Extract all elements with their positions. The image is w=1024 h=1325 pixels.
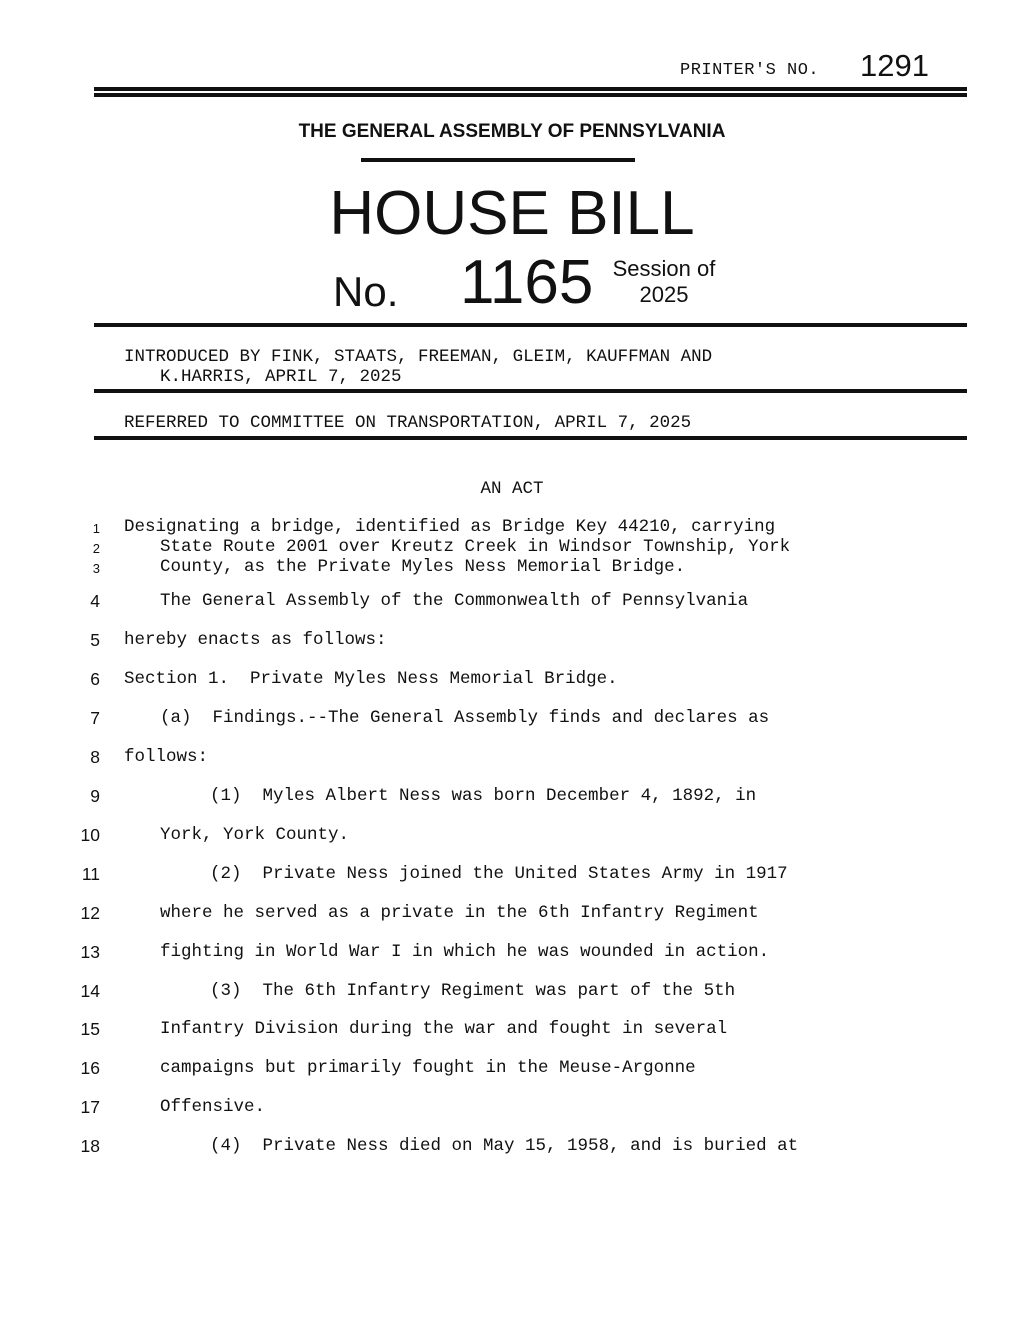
line-number: 13 bbox=[80, 942, 100, 962]
line-number: 9 bbox=[90, 786, 100, 806]
assembly-underline bbox=[361, 158, 635, 162]
session-year: 2025 bbox=[639, 282, 689, 307]
line-number: 3 bbox=[92, 561, 100, 576]
introduced-by-line-1: INTRODUCED BY FINK, STAATS, FREEMAN, GLEIM, KAUFFMAN AND bbox=[124, 347, 713, 367]
bill-no-label: No. bbox=[333, 268, 399, 315]
referred-to-committee: REFERRED TO COMMITTEE ON TRANSPORTATION, APRIL 7, 2025 bbox=[124, 413, 692, 433]
line-number: 17 bbox=[80, 1097, 100, 1117]
bill-number: 1165 bbox=[460, 248, 594, 317]
printer-number-label: PRINTER'S NO. bbox=[680, 61, 820, 80]
bill-text-line: (4) Private Ness died on May 15, 1958, and is buried at bbox=[210, 1136, 799, 1156]
line-number: 2 bbox=[92, 541, 100, 556]
bill-text-line: hereby enacts as follows: bbox=[124, 630, 387, 650]
bill-type-title: HOUSE BILL bbox=[329, 179, 695, 248]
bill-text-line: follows: bbox=[124, 747, 209, 767]
printer-number: 1291 bbox=[860, 48, 929, 83]
bill-text-line: Section 1. Private Myles Ness Memorial Bridge. bbox=[124, 669, 618, 689]
line-number: 15 bbox=[80, 1019, 100, 1039]
line-number: 16 bbox=[80, 1058, 100, 1078]
bill-text-line: (a) Findings.--The General Assembly finds and declares as bbox=[160, 708, 770, 728]
line-number: 8 bbox=[90, 747, 100, 767]
line-number: 4 bbox=[90, 591, 100, 611]
session-label: Session of bbox=[612, 256, 716, 281]
line-number: 18 bbox=[80, 1136, 100, 1156]
header-rule-top bbox=[94, 87, 967, 91]
header-rule-bottom bbox=[94, 93, 967, 97]
line-number: 7 bbox=[90, 708, 100, 728]
referred-rule bbox=[94, 436, 967, 440]
assembly-title: THE GENERAL ASSEMBLY OF PENNSYLVANIA bbox=[298, 121, 726, 142]
title-rule bbox=[94, 323, 967, 327]
bill-text-line: where he served as a private in the 6th Infantry Regiment bbox=[160, 903, 759, 923]
introduced-by-line-2: K.HARRIS, APRIL 7, 2025 bbox=[160, 367, 402, 387]
bill-text-line: County, as the Private Myles Ness Memorial Bridge. bbox=[160, 557, 686, 577]
bill-text-line: (2) Private Ness joined the United States Army in 1917 bbox=[210, 864, 788, 884]
bill-text-line: campaigns but primarily fought in the Meuse-Argonne bbox=[160, 1058, 696, 1078]
line-number: 14 bbox=[80, 981, 100, 1001]
bill-text-line: (3) The 6th Infantry Regiment was part of the 5th bbox=[210, 981, 736, 1001]
bill-text-line: (1) Myles Albert Ness was born December 4, 1892, in bbox=[210, 786, 757, 806]
line-number: 11 bbox=[81, 864, 100, 884]
line-number: 12 bbox=[80, 903, 100, 923]
session-block bbox=[604, 256, 724, 308]
line-number: 1 bbox=[92, 521, 100, 536]
bill-text-line: Offensive. bbox=[160, 1097, 266, 1117]
line-number: 6 bbox=[90, 669, 100, 689]
bill-text-line: The General Assembly of the Commonwealth of Pennsylvania bbox=[160, 591, 749, 611]
bill-text-line: Infantry Division during the war and fought in several bbox=[160, 1019, 728, 1039]
bill-text-line: State Route 2001 over Kreutz Creek in Windsor Township, York bbox=[160, 537, 791, 557]
introduced-rule bbox=[94, 389, 967, 393]
bill-text-line: Designating a bridge, identified as Bridge Key 44210, carrying bbox=[124, 517, 776, 537]
line-number: 10 bbox=[80, 825, 100, 845]
line-number: 5 bbox=[90, 630, 100, 650]
act-heading: AN ACT bbox=[480, 479, 544, 499]
bill-text-line: York, York County. bbox=[160, 825, 350, 845]
bill-text-line: fighting in World War I in which he was wounded in action. bbox=[160, 942, 770, 962]
